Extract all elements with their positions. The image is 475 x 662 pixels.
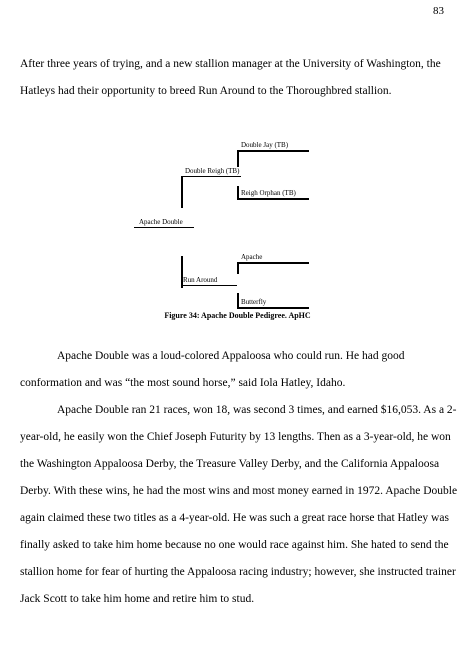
page-number: 83 bbox=[433, 5, 444, 17]
pedigree-dam-line bbox=[181, 285, 237, 286]
pedigree-sire-dam-name: Reigh Orphan (TB) bbox=[241, 189, 296, 197]
pedigree-dam-upper-bracket bbox=[237, 262, 239, 274]
paragraph-intro: After three years of trying, and a new stallion manager at the University of Washington, the Hatleys had their opportunity to breed Run Around to the Thoroughbred stallion. bbox=[20, 58, 441, 97]
pedigree-sire-upper-bracket bbox=[237, 150, 239, 167]
figure-caption: Figure 34: Apache Double Pedigree. ApHC bbox=[164, 311, 311, 320]
pedigree-subject-name: Apache Double bbox=[139, 218, 183, 226]
pedigree-sire-line bbox=[181, 176, 241, 177]
pedigree-sire-sire-line bbox=[237, 150, 309, 152]
pedigree-dam-dam-line bbox=[237, 307, 309, 309]
pedigree-dam-name: Run Around bbox=[183, 276, 218, 284]
pedigree-subject-line bbox=[134, 227, 194, 228]
pedigree-dam-dam-name: Butterfly bbox=[241, 298, 267, 306]
pedigree-sire-dam-line bbox=[237, 198, 309, 200]
pedigree-subject-upper-bracket bbox=[181, 176, 183, 208]
paragraph-racing-record: Apache Double ran 21 races, won 18, was second 3 times, and earned $16,053. As a 2-year-old, he easily won the Chief Joseph Futurity by 13 lengths. Then as a 3-year-old, he won the Washington Appaloosa Derby, the Treasure Valley Derby, and the California Appaloosa Derby. With these wins, he had the most wins and most money earned in 1972. Apache Double again claimed these two titles as a 4-year-old. He was such a great race horse that Hatley was finally asked to take him home because no one would race against him. She hated to send the stallion home for fear of hurting the Appaloosa racing industry; however, she instructed trainer Jack Scott to take him home and retire him to stud. bbox=[20, 404, 458, 605]
paragraph-description: Apache Double was a loud-colored Appaloosa who could run. He had good conformation and was “the most sound horse,” said Iola Hatley, Idaho. bbox=[20, 350, 405, 389]
pedigree-dam-sire-name: Apache bbox=[241, 253, 263, 261]
pedigree-dam-sire-line bbox=[237, 262, 309, 264]
pedigree-chart bbox=[0, 130, 475, 310]
pedigree-sire-sire-name: Double Jay (TB) bbox=[241, 141, 289, 149]
pedigree-sire-name: Double Reigh (TB) bbox=[185, 167, 240, 175]
